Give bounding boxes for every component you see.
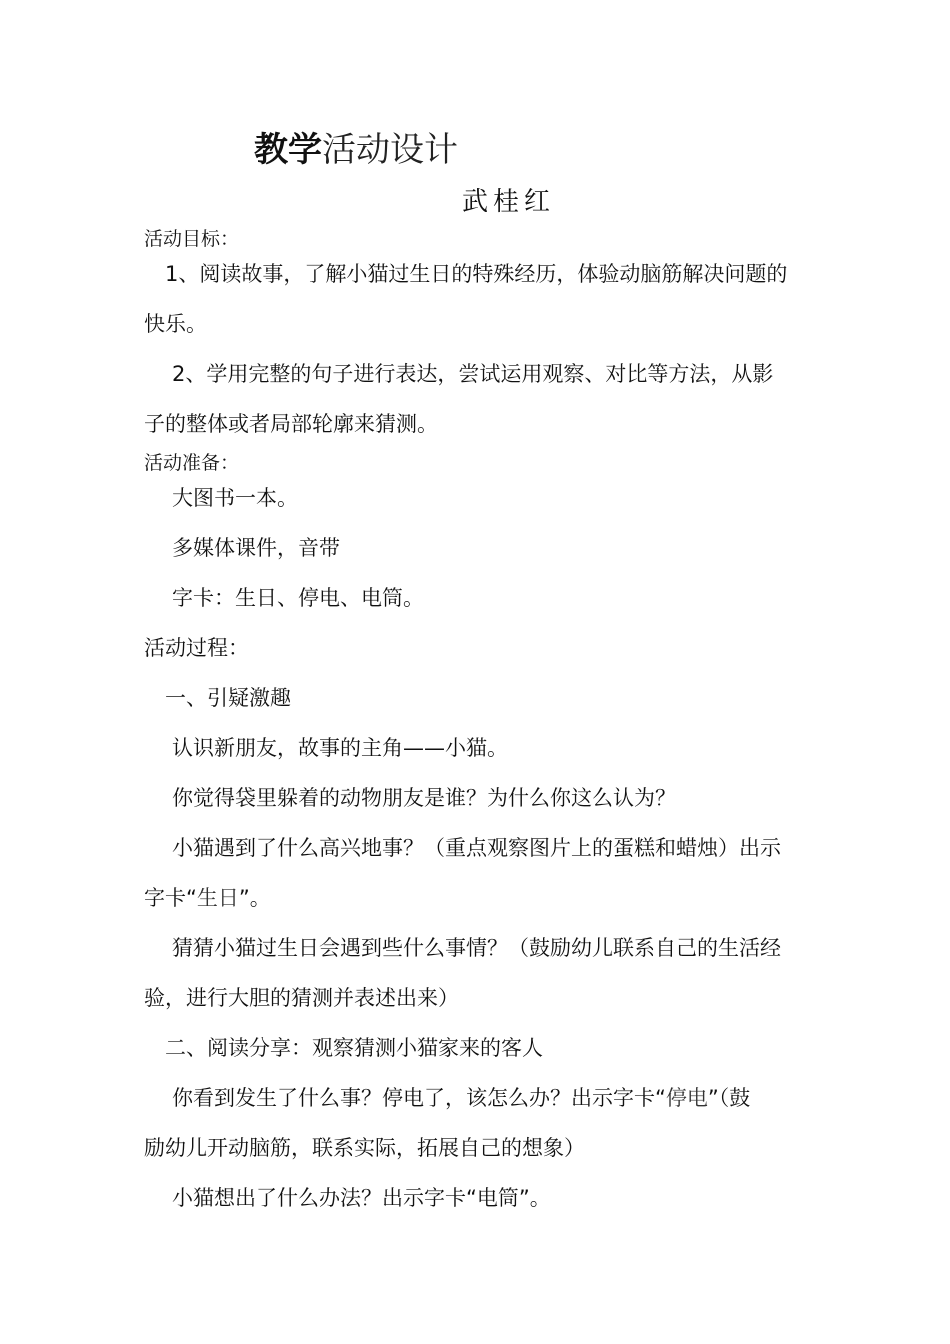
text-segment: ”。 <box>238 886 271 910</box>
title-rest-part: 活动设计 <box>322 130 458 170</box>
step-1-paragraph-2: 你觉得袋里躲着的动物朋友是谁？为什么你这么认为？ <box>172 786 676 810</box>
document-title <box>254 128 458 172</box>
prep-heading: 活动准备： <box>144 452 240 474</box>
goal-1-line-2: 快乐。 <box>144 312 207 336</box>
author-name: 武桂红 <box>462 187 556 217</box>
process-heading: 活动过程： <box>144 636 249 660</box>
title-bold-part: 教学 <box>254 130 322 170</box>
step-1-paragraph-3-line-1: 小猫遇到了什么高兴地事？（重点观察图片上的蛋糕和蜡烛）出示 <box>172 836 781 860</box>
goals-heading: 活动目标： <box>144 228 240 250</box>
text-segment: ”（鼓 <box>707 1086 751 1110</box>
step-1-paragraph-4-line-1: 猜猜小猫过生日会遇到些什么事情？（鼓励幼儿联系自己的生活经 <box>172 936 781 960</box>
step-2-heading: 二、阅读分享：观察猜测小猫家来的客人 <box>165 1036 543 1060</box>
prep-item-2: 多媒体课件，音带 <box>172 536 340 560</box>
word-card-birthday: 生日 <box>196 886 239 910</box>
prep-item-3: 字卡：生日、停电、电筒。 <box>172 586 424 610</box>
step-2-paragraph-2: 小猫想出了什么办法？出示字卡“电筒”。 <box>172 1186 551 1210</box>
step-1-paragraph-3-line-2 <box>144 883 271 913</box>
step-1-heading: 一、引疑激趣 <box>165 686 291 710</box>
word-card-power-cut: 停电 <box>665 1086 708 1110</box>
text-segment: 你看到发生了什么事？停电了，该怎么办？出示字卡“ <box>172 1086 666 1110</box>
text-segment: 字卡“ <box>144 886 197 910</box>
step-2-paragraph-1-line-2: 励幼儿开动脑筋，联系实际，拓展自己的想象） <box>144 1136 585 1160</box>
goal-1-line-1: 1、阅读故事，了解小猫过生日的特殊经历，体验动脑筋解决问题的 <box>165 262 788 286</box>
step-1-paragraph-1: 认识新朋友，故事的主角——小猫。 <box>172 736 508 760</box>
step-1-paragraph-4-line-2: 验，进行大胆的猜测并表述出来） <box>144 986 459 1010</box>
step-2-paragraph-1-line-1 <box>172 1083 750 1113</box>
goal-2-line-2: 子的整体或者局部轮廓来猜测。 <box>144 412 438 436</box>
prep-item-1: 大图书一本。 <box>172 486 298 510</box>
goal-2-line-1: 2、学用完整的句子进行表达，尝试运用观察、对比等方法，从影 <box>172 362 774 386</box>
